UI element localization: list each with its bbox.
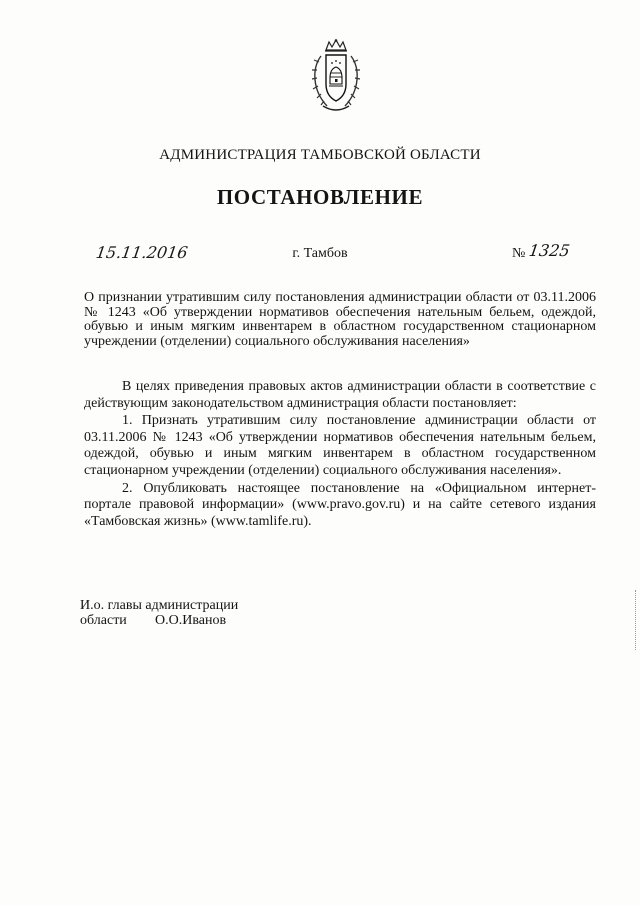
signatory-title: И.о. главы администрации xyxy=(80,598,239,613)
number-sign: № xyxy=(512,246,526,261)
body-paragraph-item-2: 2. Опубликовать настоящее постановление на «Официальном интернет-портале правовой информации» (www.pravo.gov.ru) и на сайте сетевого издания «Тамбовская жизнь» (www.tamlife.ru). xyxy=(84,480,596,529)
document-type-title: ПОСТАНОВЛЕНИЕ xyxy=(216,185,424,209)
signatory-name: О.О.Иванов xyxy=(155,613,227,628)
scan-edge-mark xyxy=(633,590,636,650)
organization-name: АДМИНИСТРАЦИЯ ТАМБОВСКОЙ ОБЛАСТИ xyxy=(159,147,481,163)
document-date: 15.11.2016 xyxy=(94,243,189,262)
document-number: 1325 xyxy=(527,241,572,260)
document-subject: О признании утратившим силу постановления администрации области от 03.11.2006 № 1243 «Об утверждении нормативов обеспечения нательным бельем, одеждой, обувью и иным мягким инвентарем в областном государственном стационарном учреждении (отделении) социального обслуживания населения» xyxy=(84,290,596,349)
document-city: г. Тамбов xyxy=(292,246,348,261)
coat-of-arms-icon xyxy=(307,38,365,114)
signatory-role: области xyxy=(80,613,127,628)
body-paragraph-item-1: 1. Признать утратившим силу постановление администрации области от 03.11.2006 № 1243 «Об утверждении нормативов обеспечения нательным бельем, одеждой, обувью и иным мягким инвентарем в областном государственном стационарном учреждении (отделении) социального обслуживания населения». xyxy=(84,413,596,478)
document-body xyxy=(84,379,596,530)
body-paragraph-preamble: В целях приведения правовых актов администрации области в соответствие с действующим законодательством администрация области постановляет: xyxy=(84,379,596,411)
